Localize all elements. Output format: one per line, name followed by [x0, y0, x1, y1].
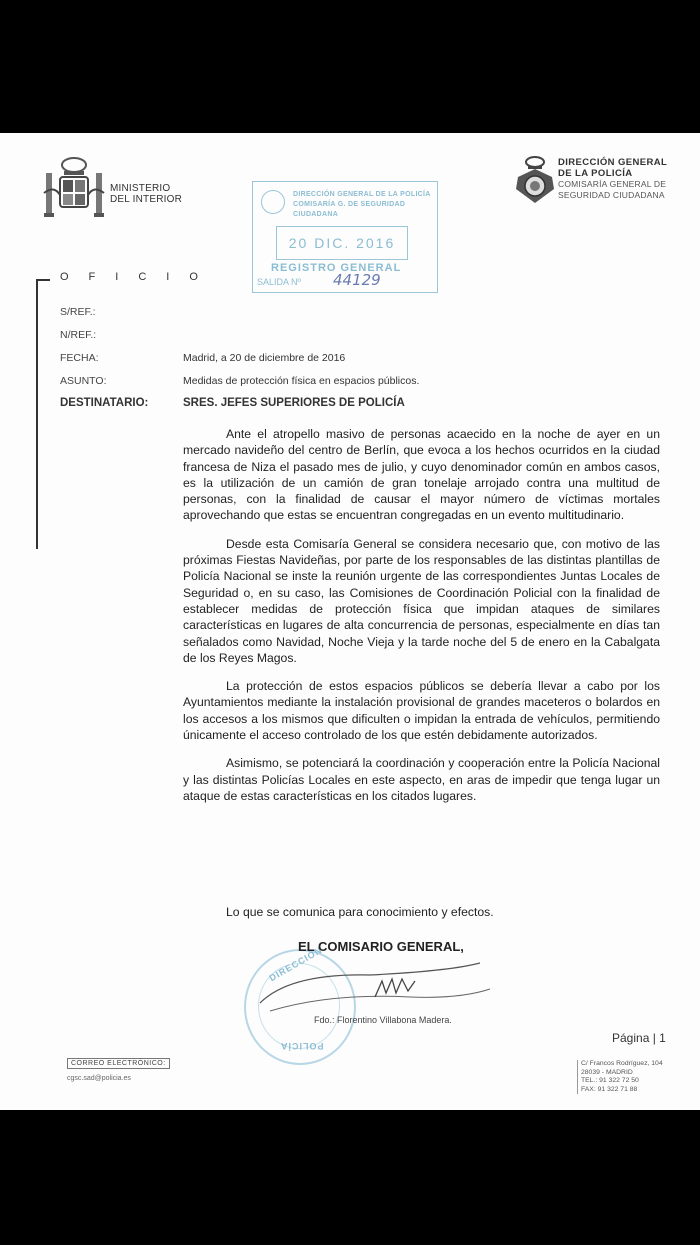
- paragraph: Asimismo, se potenciará la coordinación y cooperación entre la Policía Nacional y las distintas Policías Locales en este aspecto, en aras de impedir que tenga lugar un ataque de estas características en los citados lugares.: [183, 756, 660, 803]
- paragraph: Desde esta Comisaría General se considera necesario que, con motivo de las próximas Fiestas Navideñas, por parte de los responsables de las distintas plantillas de Policía Nacional se inste la reunión urgente de las correspondientes Juntas Locales de Seguridad o, en su caso, las Comisiones de Coordinación Policial con la finalidad de establecer medidas de protección física que impidan ataques de similares características en lugares de alta concurrencia de personas, especialmente en días tan señalados como Navidad, Noche Vieja y la tarde noche del 5 de enero en la Cabalgata de los Reyes Magos.: [183, 536, 660, 665]
- sref-label: S/REF.:: [60, 306, 96, 318]
- email-label: CORREO ELECTRÓNICO:: [67, 1058, 170, 1069]
- email-address: cgsc.sad@policia.es: [67, 1075, 131, 1082]
- document-type: OFICIO: [60, 271, 218, 283]
- signer-title: EL COMISARIO GENERAL,: [298, 939, 464, 954]
- letter-body: [183, 426, 660, 816]
- nref-label: N/REF.:: [60, 329, 97, 341]
- address-line: 28039 - MADRID: [581, 1068, 633, 1076]
- ministry-line-2: DEL INTERIOR: [110, 194, 183, 205]
- asunto-label: ASUNTO:: [60, 375, 107, 387]
- stamp-salida-label: SALIDA Nº: [257, 277, 301, 287]
- seal-text-top: DIRECCIÓN: [267, 944, 325, 984]
- destinatario-value: SRES. JEFES SUPERIORES DE POLICÍA: [183, 397, 405, 409]
- stamp-header-line: DIRECCIÓN GENERAL DE LA POLICÍA: [293, 191, 431, 198]
- seal-text-bottom: POLICÍA: [280, 1041, 324, 1051]
- stamp-seal-icon: [261, 190, 285, 214]
- registry-stamp: [252, 181, 438, 293]
- fax-line: FAX: 91 322 71 88: [581, 1085, 638, 1093]
- fecha-value: Madrid, a 20 de diciembre de 2016: [183, 352, 346, 364]
- address-block: [577, 1060, 663, 1094]
- destinatario-label: DESTINATARIO:: [60, 397, 149, 409]
- fecha-label: FECHA:: [60, 352, 99, 364]
- paragraph: La protección de estos espacios públicos se debería llevar a cabo por los Ayuntamientos mediante la instalación provisional de grandes maceteros o bolardos en los accesos a los mismos que dificulten o impidan la entrada de vehículos, permitiendo únicamente el acceso controlado de los que estén debidamente autorizados.: [183, 679, 660, 743]
- directorate-line-2: DE LA POLICÍA: [558, 168, 633, 179]
- closing-line: Lo que se comunica para conocimiento y efectos.: [226, 905, 494, 919]
- stamp-registry: REGISTRO GENERAL: [271, 262, 402, 274]
- stamp-header-line: COMISARÍA G. DE SEGURIDAD CIUDADANA: [293, 201, 406, 218]
- ministry-name: [110, 183, 182, 205]
- paragraph: Ante el atropello masivo de personas acaecido en la noche de ayer en un mercado navideño del centro de Berlín, que evoca a los hechos ocurridos en la ciudad francesa de Niza el pasado mes de julio, y cuyo denominador común en ambos casos, es la utilización de un camión de gran tonelaje arrojado contra una multitud de personas, con la finalidad de causar el mayor número de víctimas mortales aprovechando que estas se encuentran congregadas en un evento multitudinario.: [183, 427, 660, 523]
- spain-coat-of-arms-icon: [40, 155, 108, 225]
- stamp-date: 20 DIC. 2016: [276, 226, 408, 260]
- handwritten-signature-icon: [250, 953, 500, 1013]
- bracket-line-vertical: [36, 279, 38, 549]
- directorate-line-1: DIRECCIÓN GENERAL: [558, 157, 668, 168]
- page-number: Página | 1: [612, 1031, 666, 1045]
- stamp-header: [293, 190, 433, 220]
- document-page: [0, 133, 700, 1110]
- bracket-line-horizontal: [36, 279, 50, 281]
- police-badge-icon: [514, 155, 556, 205]
- signer-name: Fdo.: Florentino Villabona Madera.: [314, 1015, 452, 1025]
- address-line: C/ Francos Rodríguez, 104: [581, 1060, 663, 1067]
- commissariat-line-1: COMISARÍA GENERAL DE: [558, 179, 667, 189]
- stamp-salida-number: 44129: [333, 271, 381, 289]
- asunto-value: Medidas de protección física en espacios públicos.: [183, 375, 420, 387]
- phone-line: TEL.: 91 322 72 50: [581, 1077, 639, 1084]
- commissariat-line-2: SEGURIDAD CIUDADANA: [558, 190, 665, 200]
- police-directorate-header: [558, 157, 667, 201]
- ministry-line-1: MINISTERIO: [110, 183, 171, 194]
